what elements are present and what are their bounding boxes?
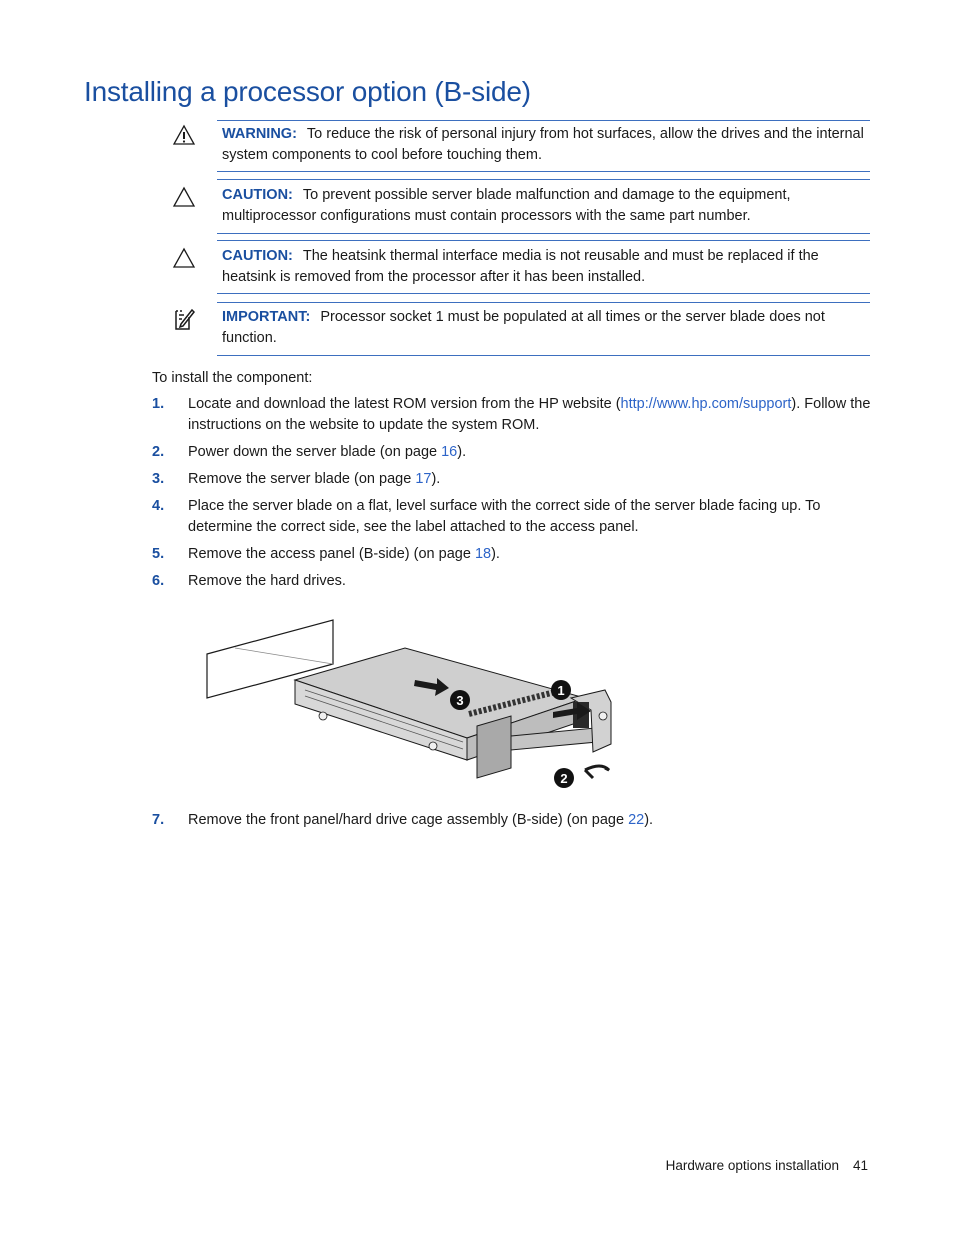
step-text: ).	[457, 444, 467, 460]
callout-label: 2	[560, 771, 568, 786]
page-link[interactable]: 16	[441, 444, 458, 460]
callout-marker	[554, 768, 574, 788]
step-item	[152, 810, 908, 831]
step-text: Remove the front panel/hard drive cage assembly (B-side) (on page	[188, 812, 629, 828]
notice-label: CAUTION:	[222, 187, 293, 203]
step-text: ).	[644, 812, 654, 828]
step-text: ).	[431, 471, 441, 487]
page-link[interactable]: 17	[415, 471, 432, 487]
notice-text: To prevent possible server blade malfunction and damage to the equipment, multiprocessor configurations must contain processors with the same part number.	[222, 187, 791, 224]
page-number: 41	[852, 1158, 868, 1173]
hp-support-link[interactable]: http://www.hp.com/support	[620, 396, 792, 412]
notice-label: CAUTION:	[222, 248, 293, 264]
step-text: Remove the hard drives.	[188, 573, 346, 589]
notice-text: Processor socket 1 must be populated at all times or the server blade does not function.	[222, 309, 825, 346]
step-text: Remove the server blade (on page	[188, 471, 416, 487]
step-text: Remove the access panel (B-side) (on page	[188, 546, 475, 562]
notice-text: To reduce the risk of personal injury from hot surfaces, allow the drives and the internal system components to cool before touching them.	[222, 126, 864, 163]
caution-triangle-icon	[172, 185, 196, 209]
caution-notice	[217, 241, 870, 288]
step-text: Power down the server blade (on page	[188, 444, 442, 460]
step-item	[152, 442, 872, 463]
callout-marker	[450, 690, 470, 710]
step-text: ). Follow the instructions on the website to update the system ROM.	[188, 396, 871, 433]
warning-triangle-icon	[172, 123, 196, 147]
step-number: 6.	[152, 573, 165, 589]
step-item	[152, 544, 872, 565]
step-text: Locate and download the latest ROM version from the HP website (	[188, 396, 621, 412]
notice-bottom-rule	[217, 293, 870, 294]
step-text: Place the server blade on a flat, level surface with the correct side of the server blade facing up. To determine the correct side, see the label attached to the access panel.	[188, 498, 821, 535]
step-number: 3.	[152, 471, 165, 487]
page-link[interactable]: 22	[628, 812, 645, 828]
step-number: 4.	[152, 498, 165, 514]
important-note-icon	[172, 307, 196, 331]
intro-text: To install the component:	[152, 370, 313, 386]
step-number: 7.	[152, 812, 165, 828]
caution-notice	[217, 180, 870, 227]
hard-drive-removal-figure	[205, 618, 617, 794]
notice-text: The heatsink thermal interface media is not reusable and must be replaced if the heatsink is removed from the processor after it has been installed.	[222, 248, 819, 285]
pivot-arrow-icon	[585, 766, 609, 778]
footer-section-title: Hardware options installation	[665, 1158, 839, 1173]
notice-bottom-rule	[217, 355, 870, 356]
step-item	[152, 394, 872, 436]
step-number: 2.	[152, 444, 165, 460]
page-title: Installing a processor option (B-side)	[84, 76, 531, 107]
step-item	[152, 469, 872, 490]
page-footer	[666, 1158, 868, 1173]
notice-bottom-rule	[217, 171, 870, 172]
callout-label: 1	[557, 683, 565, 698]
procedure-steps	[152, 394, 872, 598]
step-number: 5.	[152, 546, 165, 562]
notice-label: WARNING:	[222, 126, 297, 142]
callout-label: 3	[456, 693, 464, 708]
notice-label: IMPORTANT:	[222, 309, 311, 325]
step-text: ).	[491, 546, 500, 562]
step-item	[152, 496, 872, 538]
notice-bottom-rule	[217, 233, 870, 234]
step-number: 1.	[152, 396, 165, 412]
page-link[interactable]: 18	[474, 546, 492, 562]
caution-triangle-icon	[172, 246, 196, 270]
callout-marker	[551, 680, 571, 700]
warning-notice	[217, 119, 870, 166]
step-item	[152, 571, 872, 592]
important-notice	[217, 302, 870, 349]
